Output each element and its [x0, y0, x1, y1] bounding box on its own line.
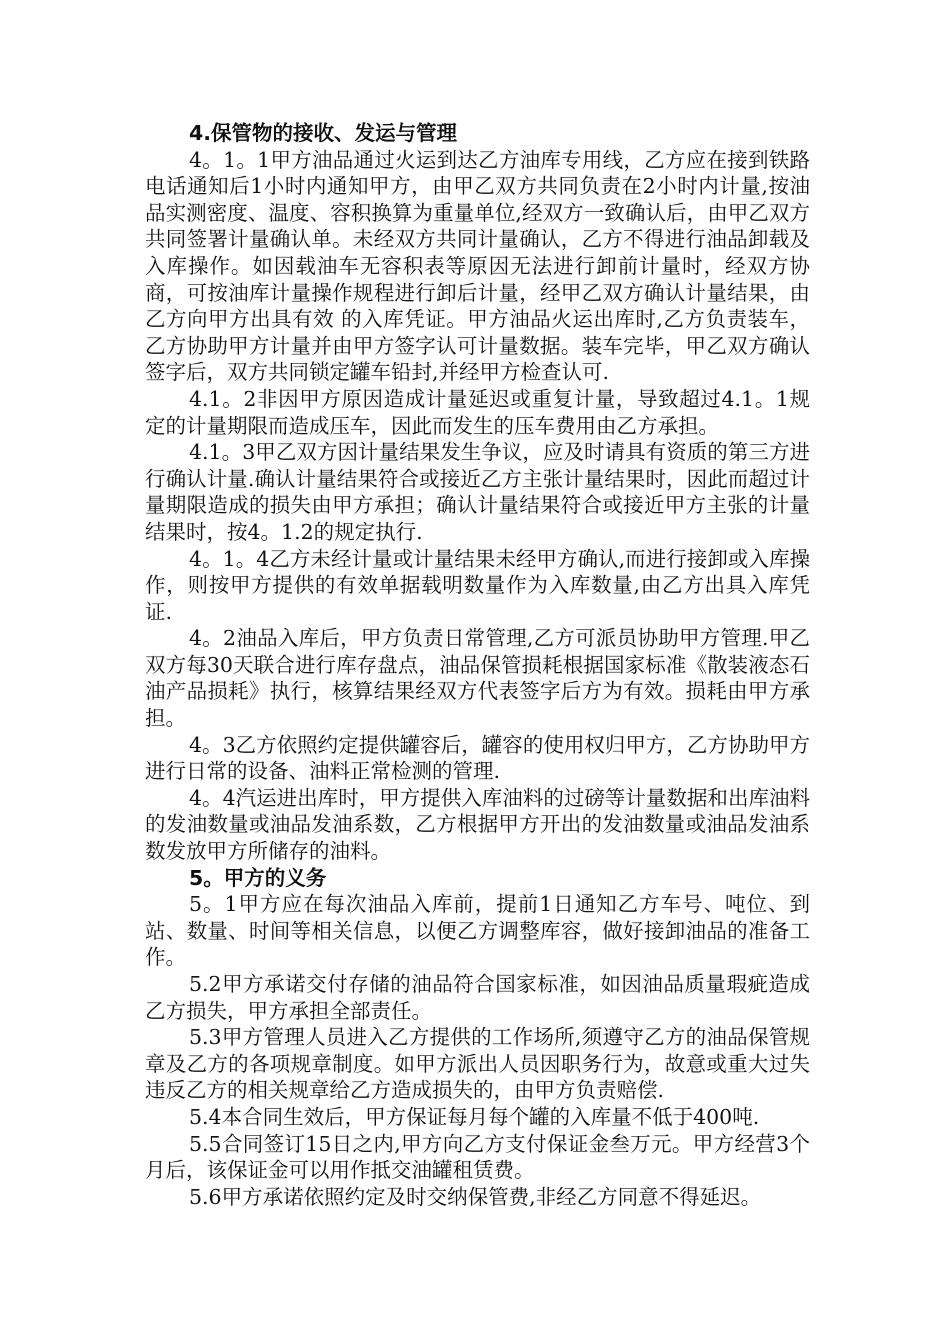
clause-5-4: 5.4本合同生效后，甲方保证每月每个罐的入库量不低于400吨. [189, 1104, 760, 1129]
clause-4-3: 4。3乙方依照约定提供罐容后，罐容的使用权归甲方，乙方协助甲方进行日常的设备、油料正常检测的管理. [145, 732, 810, 784]
section-heading-4: 4.保管物的接收、发运与管理 [189, 121, 458, 145]
clause-4-1-2: 4.1。2非因甲方原因造成计量延迟或重复计量，导致超过4.1。1规定的计量期限而造成压车，因此而发生的压车费用由乙方承担。 [145, 386, 810, 438]
clause-4-2: 4。2油品入库后，甲方负责日常管理,乙方可派员协助甲方管理.甲乙双方每30天联合进行库存盘点，油品保管损耗根据国家标准《散装液态石油产品损耗》执行，核算结果经双方代表签字后方为有效。损耗由甲方承担。 [145, 626, 810, 731]
clause-5-5: 5.5合同签订15日之内,甲方向乙方支付保证金叁万元。甲方经营3个月后，该保证金可以用作抵交油罐租赁费。 [145, 1131, 810, 1183]
clause-4-4: 4。4汽运进出库时，甲方提供入库油料的过磅等计量数据和出库油料的发油数量或油品发油系数，乙方根据甲方开出的发油数量或油品发油系数发放甲方所储存的油料。 [145, 785, 810, 864]
clause-5-3: 5.3甲方管理人员进入乙方提供的工作场所,须遵守乙方的油品保管规章及乙方的各项规章制度。如甲方派出人员因职务行为，故意或重大过失违反乙方的相关规章给乙方造成损失的，由甲方负责赔偿. [145, 1025, 810, 1103]
section-heading-5: 5。甲方的义务 [189, 865, 327, 890]
clause-5-2: 5.2甲方承诺交付存储的油品符合国家标准，如因油品质量瑕疵造成乙方损失，甲方承担全部责任。 [145, 972, 810, 1023]
clause-5-6: 5.6甲方承诺依照约定及时交纳保管费,非经乙方同意不得延迟。 [189, 1184, 762, 1209]
document-page [145, 120, 810, 1210]
clause-4-1-4: 4。1。4乙方未经计量或计量结果未经甲方确认,而进行接卸或入库操作，则按甲方提供的有效单据载明数量作为入库数量,由乙方出具入库凭证. [145, 546, 810, 624]
clause-4-1-1: 4。1。1甲方油品通过火运到达乙方油库专用线，乙方应在接到铁路电话通知后1小时内通知甲方，由甲乙双方共同负责在2小时内计量,按油品实测密度、温度、容积换算为重量单位,经双方一致确认后，由甲乙双方共同签署计量确认单。未经双方共同计量确认，乙方不得进行油品卸载及入库操作。如因载油车无容积表等原因无法进行卸前计量时，经双方协商，可按油库计量操作规程进行卸后计量，经甲乙双方确认计量结果，由乙方向甲方出具有效 的入库凭证。甲方油品火运出库时,乙方负责装车，乙方协助甲方计量并由甲方签字认可计量数据。装车完毕，甲乙双方确认签字后，双方共同锁定罐车铅封,并经甲方检查认可. [145, 147, 810, 385]
clause-4-1-3: 4.1。3甲乙双方因计量结果发生争议，应及时请具有资质的第三方进行确认计量.确认计量结果符合或接近乙方主张计量结果时，因此而超过计量期限造成的损失由甲方承担；确认计量结果符合或接近甲方主张的计量结果时，按4。1.2的规定执行. [145, 440, 810, 544]
clause-5-1: 5。1甲方应在每次油品入库前，提前1日通知乙方车号、吨位、到站、数量、时间等相关信息，以便乙方调整库容，做好接卸油品的准备工作。 [145, 892, 810, 970]
